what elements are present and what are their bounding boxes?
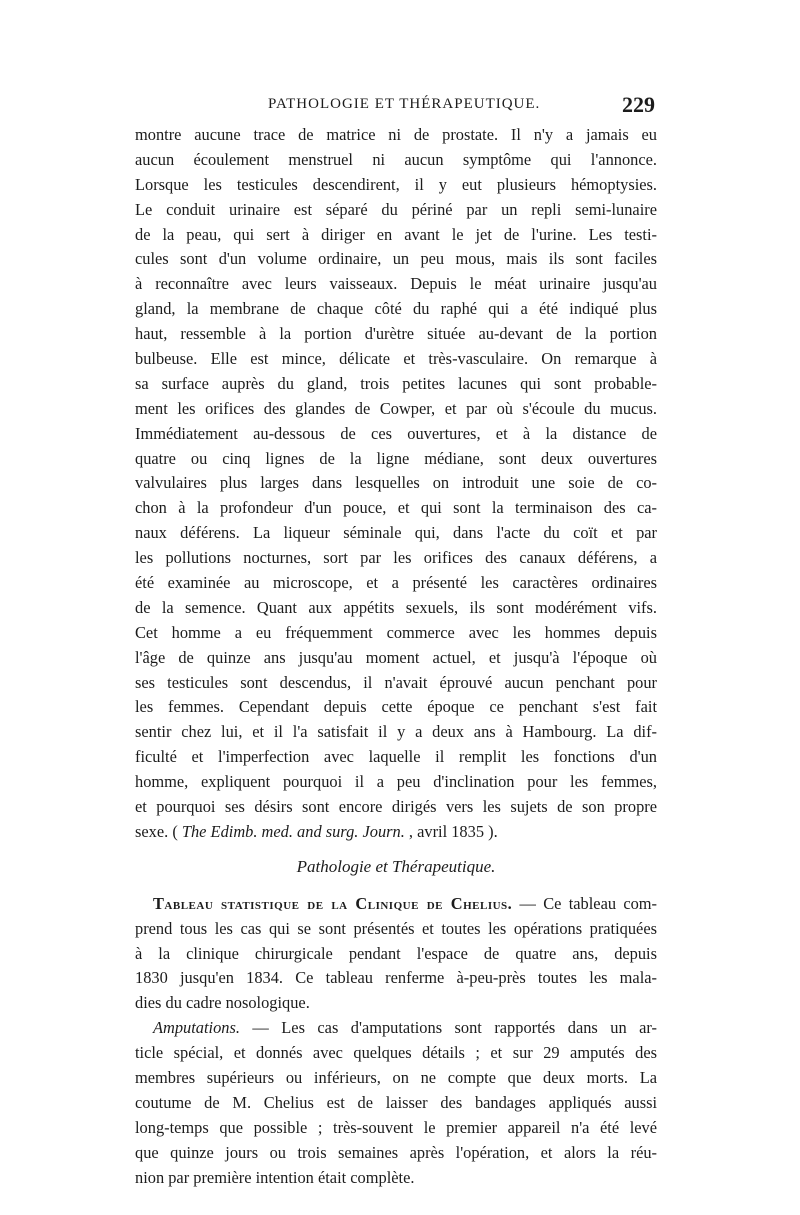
- case-report-line: Le conduit urinaire est séparé du périné par un repli semi-lunaire: [135, 199, 657, 219]
- case-report-line: à reconnaître avec leurs vaisseaux. Depuis le méat urinaire jusqu'au: [135, 274, 657, 294]
- case-report-line: les femmes. Cependant depuis cette époque ce penchant s'est fait: [135, 697, 657, 717]
- case-report-line: ficulté et l'imperfection avec laquelle il remplit les fonctions d'un: [135, 747, 657, 767]
- case-report-line: valvulaires plus larges dans lesquelles on introduit une soie de co-: [135, 473, 657, 493]
- citation-journal: The Edimb. med. and surg. Journ.: [181, 821, 405, 841]
- body-text: [135, 123, 657, 1190]
- paragraph-case-report: [135, 123, 657, 820]
- amputations-lead-rest: — Les cas d'amputations sont rapportés dans un ar-: [239, 1018, 657, 1038]
- case-report-line: chon à la profondeur d'un pouce, et qui sont la terminaison des ca-: [135, 498, 657, 518]
- page-number: 229: [622, 92, 655, 117]
- citation-line: [135, 820, 657, 845]
- case-report-line: haut, ressemble à la portion d'urètre située au-devant de la portion: [135, 324, 657, 344]
- case-report-line: Cet homme a eu fréquemment commerce avec les hommes depuis: [135, 622, 657, 642]
- case-report-line: homme, expliquent pourquoi il a peu d'inclination pour les femmes,: [135, 772, 657, 792]
- citation-suffix: , avril 1835 ).: [404, 821, 498, 841]
- tableau-line: à la clinique chirurgicale pendant l'espace de quatre ans, depuis: [135, 943, 657, 963]
- case-report-line: montre aucune trace de matrice ni de prostate. Il n'y a jamais eu: [135, 125, 657, 144]
- amputations-line: coutume de M. Chelius est de laisser des bandages appliqués aussi: [135, 1092, 657, 1112]
- case-report-line: aucun écoulement menstruel ni aucun symptôme qui l'annonce.: [135, 149, 657, 169]
- case-report-line: de la semence. Quant aux appétits sexuels, ils sont modérément vifs.: [135, 597, 657, 617]
- case-report-line: sentir chez lui, et il l'a satisfait il y a deux ans à Hambourg. La dif-: [135, 722, 657, 742]
- paragraph-amputations: [135, 1041, 657, 1190]
- running-head: [140, 92, 655, 122]
- case-report-line: bulbeuse. Elle est mince, délicate et très-vasculaire. On remarque à: [135, 349, 657, 369]
- case-report-line: naux déférens. La liqueur séminale qui, dans l'acte du coït et par: [135, 523, 657, 543]
- case-report-line: Lorsque les testicules descendirent, il y eut plusieurs hémoptysies.: [135, 174, 657, 194]
- amputations-line: que quinze jours ou trois semaines après l'opération, et alors la réu-: [135, 1142, 657, 1162]
- amputations-lead-italic: Amputations.: [153, 1018, 240, 1038]
- tableau-line: dies du cadre nosologique.: [135, 993, 310, 1013]
- section-heading: Pathologie et Thérapeutique.: [296, 856, 496, 876]
- amputations-line: nion par première intention était complète.: [135, 1167, 415, 1187]
- amputations-lead-line: [135, 1016, 657, 1041]
- tableau-line: 1830 jusqu'en 1834. Ce tableau renferme à-peu-près toutes les mala-: [135, 968, 657, 988]
- tableau-lead-caps: Tableau statistique de la Clinique de Chelius.: [153, 893, 513, 913]
- amputations-line: membres supérieurs ou inférieurs, on ne compte que deux morts. La: [135, 1067, 657, 1087]
- case-report-line: ment les orifices des glandes de Cowper, et par où s'écoule du mucus.: [135, 398, 657, 418]
- running-head-title: PATHOLOGIE ET THÉRAPEUTIQUE.: [268, 96, 541, 112]
- case-report-line: sa surface auprès du gland, trois petites lacunes qui sont probable-: [135, 373, 657, 393]
- case-report-line: et pourquoi ses désirs sont encore dirigés vers les sujets de son propre: [135, 797, 657, 817]
- tableau-lead-rest: — Ce tableau com-: [512, 893, 657, 913]
- case-report-line: ses testicules sont descendus, il n'avait éprouvé aucun penchant pour: [135, 672, 657, 692]
- amputations-line: ticle spécial, et donnés avec quelques détails ; et sur 29 amputés des: [135, 1043, 657, 1063]
- amputations-line: long-temps que possible ; très-souvent le premier appareil n'a été levé: [135, 1117, 657, 1137]
- case-report-line: cules sont d'un volume ordinaire, un peu mous, mais ils sont faciles: [135, 249, 657, 269]
- tableau-lead-line: [135, 892, 657, 917]
- case-report-line: quatre ou cinq lignes de la ligne médiane, sont deux ouvertures: [135, 448, 657, 468]
- case-report-line: été examinée au microscope, et a présenté les caractères ordinaires: [135, 573, 657, 593]
- case-report-line: gland, la membrane de chaque côté du raphé qui a été indiqué plus: [135, 299, 657, 319]
- paragraph-tableau: [135, 917, 657, 1017]
- case-report-line: Immédiatement au-dessous de ces ouvertures, et à la distance de: [135, 423, 657, 443]
- case-report-line: les pollutions nocturnes, sort par les orifices des canaux déférens, a: [135, 548, 657, 568]
- tableau-line: prend tous les cas qui se sont présentés et toutes les opérations pratiquées: [135, 918, 657, 938]
- case-report-line: de la peau, qui sert à diriger en avant le jet de l'urine. Les testi-: [135, 224, 657, 244]
- case-report-line: l'âge de quinze ans jusqu'au moment actuel, et jusqu'à l'époque où: [135, 647, 657, 667]
- citation-prefix: sexe. (: [135, 821, 182, 841]
